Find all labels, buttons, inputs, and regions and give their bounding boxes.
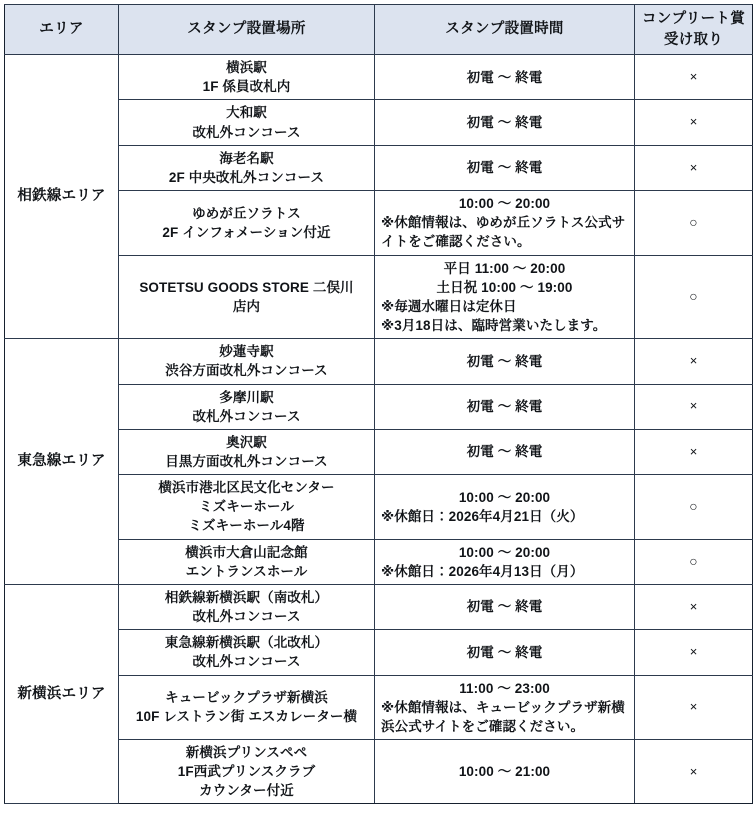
stamp-time-main: 10:00 ～ 20:00 [458, 489, 551, 505]
stamp-time-note: ※3月18日は、臨時営業いたします。 [381, 318, 607, 334]
stamp-time-note: ※休館情報は、ゆめが丘ソラトス公式サイトをご確認ください。 [381, 215, 626, 250]
prize-unavailable-icon: × [689, 353, 698, 369]
stamp-place-line: 新横浜プリンスペペ [185, 745, 308, 760]
prize-available-icon: ○ [689, 497, 698, 514]
stamp-place-line: 渋谷方面改札外コンコース [165, 363, 328, 379]
complete-prize-cell [635, 429, 753, 474]
table-header [5, 5, 753, 55]
stamp-time-main: 初電 ～ 終電 [466, 444, 543, 460]
stamp-time-cell [375, 55, 635, 100]
prize-unavailable-icon: × [689, 159, 698, 175]
prize-unavailable-icon: × [689, 598, 698, 614]
stamp-place-line: 多摩川駅 [219, 389, 274, 405]
stamp-place-line: 大和駅 [226, 105, 267, 121]
stamp-time-cell [375, 584, 635, 629]
stamp-time-cell [375, 255, 635, 339]
stamp-time-cell [375, 100, 635, 145]
stamp-place-line: 1F 係員改札内 [202, 79, 291, 95]
stamp-time-main: 10:00 ～ 21:00 [458, 764, 551, 780]
stamp-place-line: 横浜市港北区民文化センター [158, 480, 335, 496]
stamp-place-line: 改札外コンコース [192, 408, 301, 424]
prize-unavailable-icon: × [689, 699, 698, 715]
complete-prize-cell [635, 584, 753, 629]
complete-prize-cell [635, 630, 753, 675]
stamp-location-table [4, 4, 753, 804]
stamp-time-cell [375, 740, 635, 804]
complete-prize-cell [635, 339, 753, 384]
stamp-place-line: キュービックプラザ新横浜 [165, 690, 328, 706]
area-label-cell [5, 584, 119, 804]
stamp-place-line: 妙蓮寺駅 [219, 344, 274, 360]
column-header-prize-line2: 受け取り [663, 31, 724, 48]
stamp-place-line: ミズキーホール [199, 499, 294, 515]
column-header-prize [635, 5, 753, 55]
stamp-place-line: 横浜駅 [226, 60, 267, 76]
stamp-place-line: SOTETSU GOODS STORE 二俣川 [139, 279, 354, 295]
stamp-place-cell [119, 630, 375, 675]
stamp-place-cell [119, 255, 375, 339]
prize-available-icon: ○ [689, 213, 698, 230]
stamp-time-note: ※休館日：2026年4月21日（火） [381, 508, 584, 524]
complete-prize-cell [635, 475, 753, 539]
stamp-place-line: 10F レストラン街 エスカレーター横 [135, 709, 358, 725]
area-label: 東急線エリア [17, 453, 106, 470]
stamp-time-cell [375, 675, 635, 739]
stamp-place-cell [119, 191, 375, 255]
table-header-row [5, 5, 753, 55]
stamp-time-cell [375, 384, 635, 429]
stamp-time-cell [375, 339, 635, 384]
stamp-time-cell [375, 475, 635, 539]
stamp-time-main: 10:00 ～ 20:00 [458, 196, 551, 212]
stamp-time-cell [375, 145, 635, 190]
stamp-place-line: 目黒方面改札外コンコース [165, 453, 328, 469]
stamp-place-line: ミズキーホール4階 [188, 518, 305, 534]
stamp-place-cell [119, 384, 375, 429]
column-header-place: スタンプ設置場所 [119, 5, 375, 55]
complete-prize-cell [635, 740, 753, 804]
stamp-place-line: 店内 [232, 298, 261, 314]
stamp-time-main: 10:00 ～ 20:00 [458, 544, 551, 560]
stamp-place-cell [119, 100, 375, 145]
stamp-place-line: カウンター付近 [199, 783, 294, 799]
table-row [5, 339, 753, 384]
prize-unavailable-icon: × [689, 644, 698, 660]
table-row [5, 55, 753, 100]
stamp-place-line: 2F 中央改札外コンコース [168, 169, 325, 185]
stamp-time-main: 初電 ～ 終電 [466, 644, 543, 660]
complete-prize-cell [635, 539, 753, 584]
column-header-prize-line1: コンプリート賞 [641, 11, 746, 27]
area-label: 新横浜エリア [17, 685, 106, 702]
stamp-place-line: 奥沢駅 [226, 434, 267, 450]
stamp-place-cell [119, 339, 375, 384]
stamp-place-cell [119, 429, 375, 474]
stamp-time-main: 初電 ～ 終電 [466, 160, 543, 176]
stamp-place-line: 相鉄線新横浜駅（南改札） [164, 589, 329, 605]
stamp-place-cell [119, 675, 375, 739]
prize-available-icon: ○ [689, 552, 698, 569]
stamp-place-line: 1F西武プリンスクラブ [177, 764, 316, 780]
stamp-time-main: 初電 ～ 終電 [466, 353, 543, 369]
stamp-time-cell [375, 539, 635, 584]
stamp-place-line: 東急線新横浜駅（北改札） [164, 635, 329, 651]
stamp-place-line: 横浜市大倉山記念館 [185, 544, 308, 560]
prize-unavailable-icon: × [689, 443, 698, 459]
stamp-time-note: ※休館日：2026年4月13日（月） [381, 563, 584, 579]
complete-prize-cell [635, 675, 753, 739]
stamp-place-line: エントランスホール [185, 563, 308, 579]
prize-available-icon: ○ [689, 287, 698, 304]
stamp-place-cell [119, 475, 375, 539]
stamp-place-cell [119, 740, 375, 804]
stamp-time-main: 平日 11:00 ～ 20:00 [443, 260, 566, 276]
prize-unavailable-icon: × [689, 398, 698, 414]
stamp-place-line: 改札外コンコース [192, 654, 301, 670]
stamp-time-note: ※毎週水曜日は定休日 [381, 298, 517, 314]
stamp-place-line: 海老名駅 [219, 150, 274, 166]
complete-prize-cell [635, 55, 753, 100]
stamp-time-main: 11:00 ～ 23:00 [459, 680, 550, 696]
stamp-time-cell [375, 630, 635, 675]
column-header-time: スタンプ設置時間 [375, 5, 635, 55]
stamp-place-line: ゆめが丘ソラトス [192, 205, 301, 221]
stamp-place-line: 改札外コンコース [192, 609, 301, 625]
complete-prize-cell [635, 145, 753, 190]
column-header-area: エリア [5, 5, 119, 55]
stamp-time-note: ※休館情報は、キュービックプラザ新横浜公式サイトをご確認ください。 [381, 699, 625, 734]
area-label: 相鉄線エリア [17, 188, 106, 205]
table-body [5, 55, 753, 804]
stamp-time-main: 初電 ～ 終電 [466, 69, 543, 85]
area-label-cell [5, 339, 119, 585]
stamp-place-cell [119, 539, 375, 584]
complete-prize-cell [635, 384, 753, 429]
complete-prize-cell [635, 255, 753, 339]
stamp-place-cell [119, 584, 375, 629]
table-row [5, 584, 753, 629]
stamp-place-cell [119, 145, 375, 190]
stamp-time-cell [375, 429, 635, 474]
complete-prize-cell [635, 191, 753, 255]
prize-unavailable-icon: × [689, 69, 698, 85]
stamp-place-cell [119, 55, 375, 100]
prize-unavailable-icon: × [689, 114, 698, 130]
area-label-cell [5, 55, 119, 339]
stamp-place-line: 改札外コンコース [192, 124, 301, 140]
stamp-time-main-secondary: 土日祝 10:00 ～ 19:00 [436, 279, 573, 295]
stamp-time-cell [375, 191, 635, 255]
stamp-place-line: 2F インフォメーション付近 [162, 224, 331, 240]
prize-unavailable-icon: × [689, 763, 698, 779]
stamp-time-main: 初電 ～ 終電 [466, 599, 543, 615]
stamp-time-main: 初電 ～ 終電 [466, 399, 543, 415]
stamp-time-main: 初電 ～ 終電 [466, 115, 543, 131]
complete-prize-cell [635, 100, 753, 145]
